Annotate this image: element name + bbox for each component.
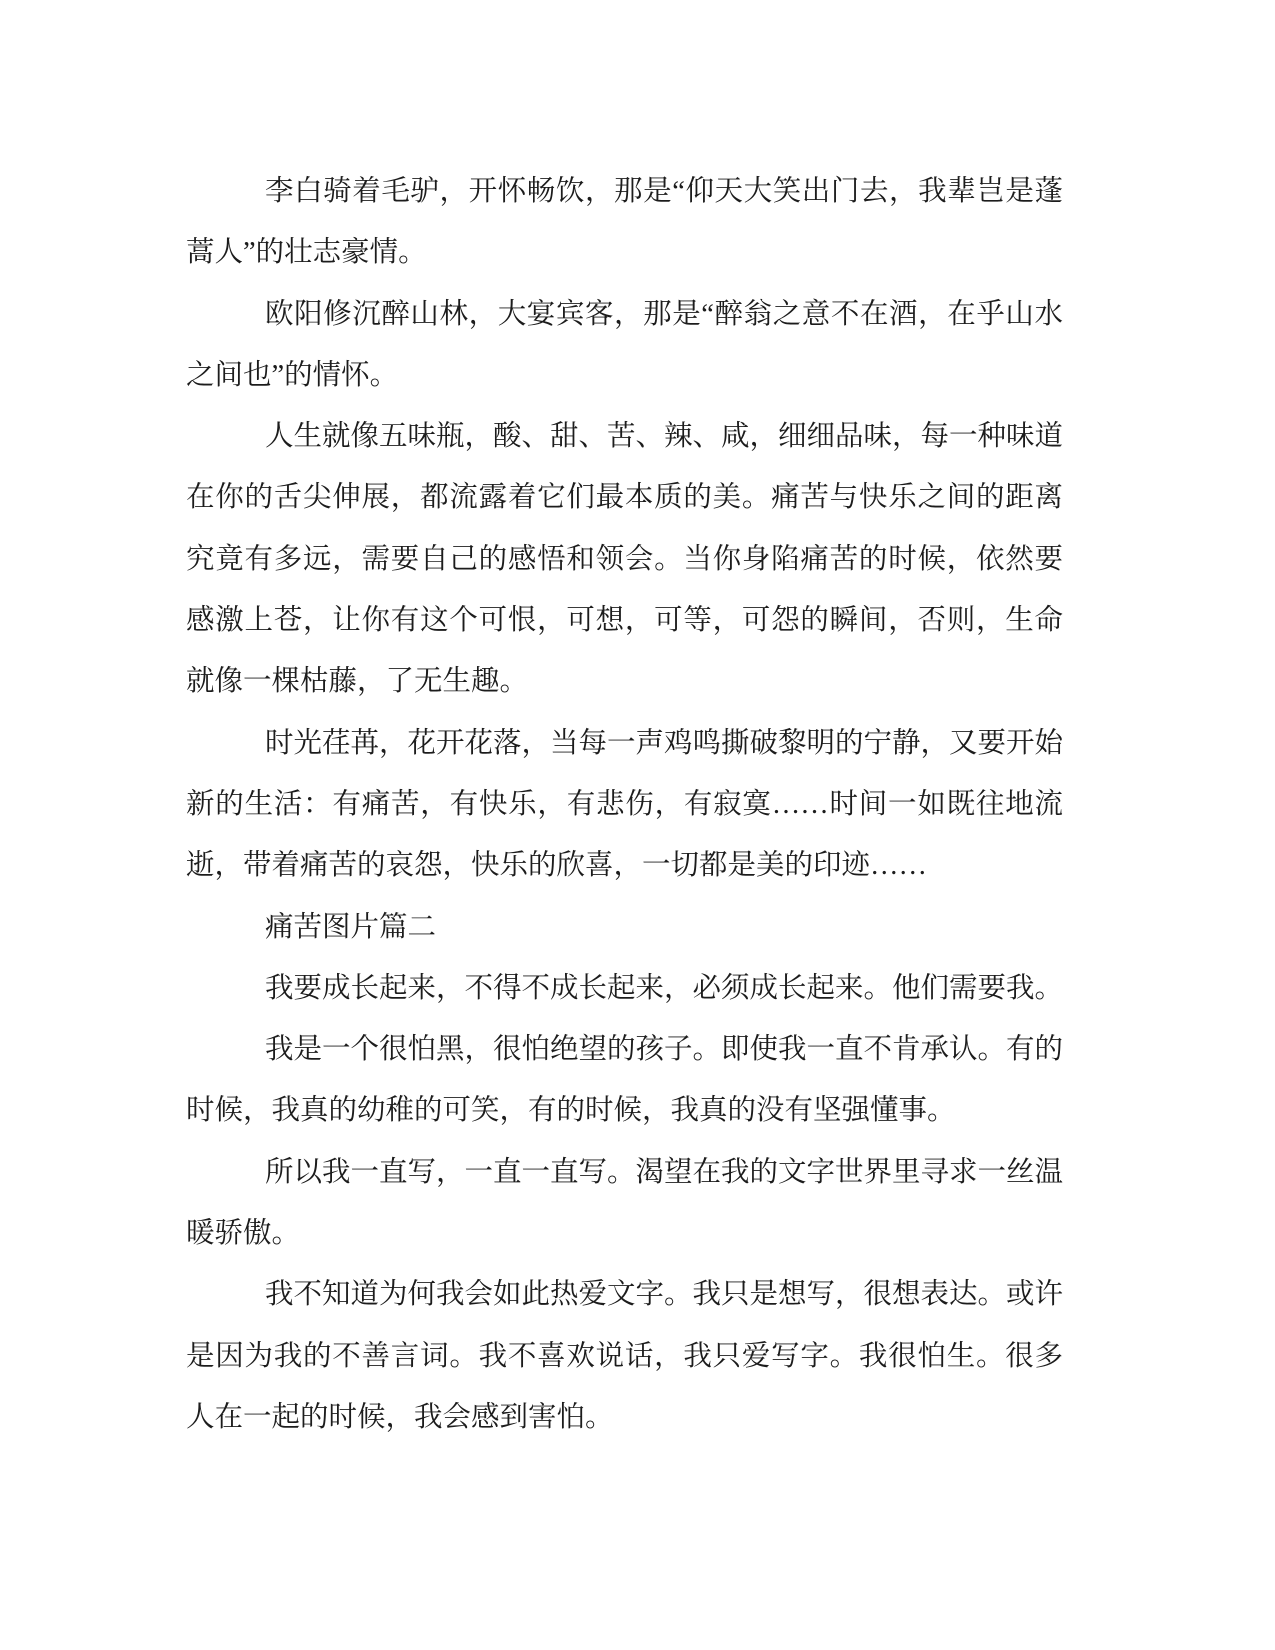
text-line: 感激上苍，让你有这个可恨，可想，可等，可怨的瞬间，否则，生命 bbox=[186, 605, 1063, 637]
text-line: 暖骄傲。 bbox=[186, 1218, 301, 1250]
text-line: 李白骑着毛驴，开怀畅饮，那是“仰天大笑出门去，我辈岂是蓬 bbox=[265, 176, 1063, 207]
text-line: 所以我一直写，一直一直写。渴望在我的文字世界里寻求一丝温 bbox=[265, 1156, 1064, 1188]
text-line: 究竟有多远，需要自己的感悟和领会。当你身陷痛苦的时候，依然要 bbox=[186, 543, 1063, 575]
text-line: 是因为我的不善言词。我不喜欢说话，我只爱写字。我很怕生。很多 bbox=[186, 1340, 1063, 1372]
text-block bbox=[186, 161, 1063, 1448]
paragraph bbox=[186, 1264, 1063, 1448]
paragraph bbox=[186, 958, 1063, 1019]
text-line: 欧阳修沉醉山林，大宴宾客，那是“醉翁之意不在酒，在乎山水 bbox=[265, 298, 1063, 330]
paragraph bbox=[186, 161, 1063, 284]
text-line: 蒿人”的壮志豪情。 bbox=[186, 237, 427, 269]
paragraph bbox=[186, 406, 1063, 712]
text-line: 就像一棵枯藤，了无生趣。 bbox=[186, 666, 529, 698]
text-line: 时光荏苒，花开花落，当每一声鸡鸣撕破黎明的宁静，又要开始 bbox=[265, 727, 1064, 759]
text-line: 逝，带着痛苦的哀怨，快乐的欣喜，一切都是美的印迹…… bbox=[186, 850, 928, 882]
text-line: 新的生活：有痛苦，有快乐，有悲伤，有寂寞……时间一如既往地流 bbox=[186, 788, 1063, 820]
text-line: 时候，我真的幼稚的可笑，有的时候，我真的没有坚强懂事。 bbox=[186, 1095, 956, 1127]
text-line: 人生就像五味瓶，酸、甜、苦、辣、咸，细细品味，每一种味道 bbox=[265, 421, 1064, 453]
text-line: 在你的舌尖伸展，都流露着它们最本质的美。痛苦与快乐之间的距离 bbox=[186, 482, 1063, 514]
paragraph bbox=[186, 1019, 1063, 1142]
text-line: 人在一起的时候，我会感到害怕。 bbox=[186, 1401, 614, 1433]
text-line: 之间也”的情怀。 bbox=[186, 359, 399, 391]
paragraph bbox=[186, 713, 1063, 897]
text-line: 我不知道为何我会如此热爱文字。我只是想写，很想表达。或许 bbox=[265, 1279, 1064, 1311]
paragraph bbox=[186, 1142, 1063, 1265]
text-line: 我是一个很怕黑，很怕绝望的孩子。即使我一直不肯承认。有的 bbox=[265, 1034, 1064, 1066]
paragraph bbox=[186, 284, 1063, 407]
section-heading bbox=[186, 897, 1063, 958]
text-line: 我要成长起来，不得不成长起来，必须成长起来。他们需要我。 bbox=[265, 972, 1064, 1004]
section-heading-line: 痛苦图片篇二 bbox=[265, 911, 437, 943]
